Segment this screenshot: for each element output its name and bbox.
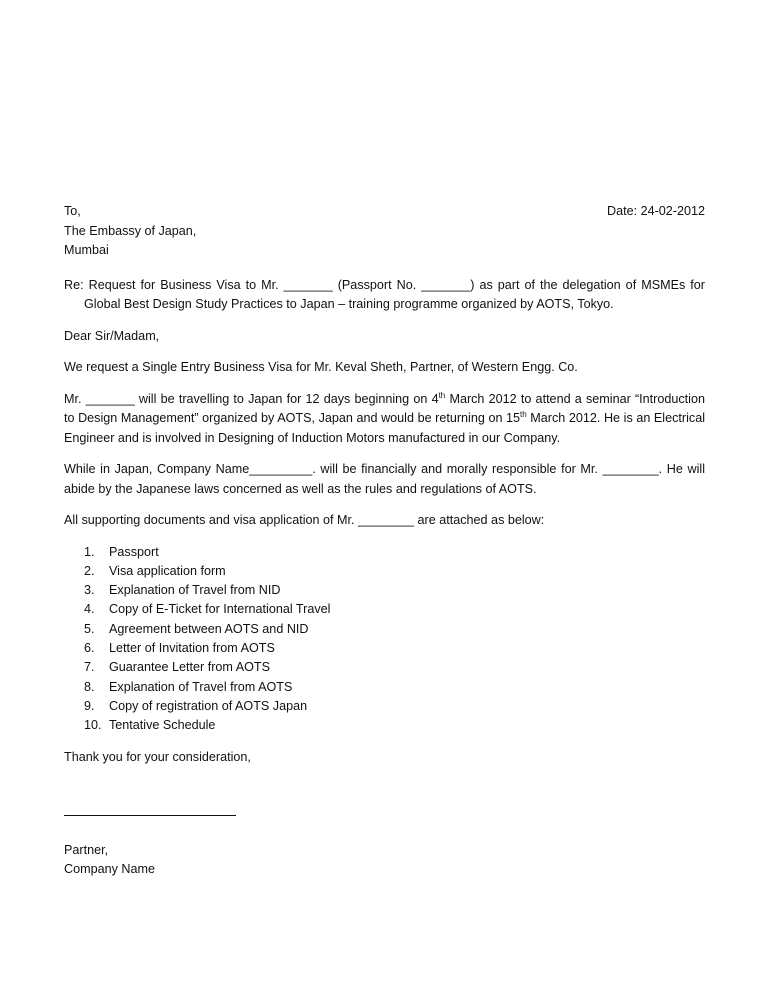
list-item-number: 7. <box>84 660 95 675</box>
signature-block <box>64 841 705 880</box>
list-item-label: Copy of E-Ticket for International Travel <box>109 602 331 617</box>
paragraph-travel <box>64 390 705 449</box>
ordinal-suffix-return: th <box>520 409 527 419</box>
signature-line <box>64 815 236 816</box>
paragraph-request: We request a Single Entry Business Visa for Mr. Keval Sheth, Partner, of Western Engg. Co. <box>64 360 578 374</box>
list-item-number: 5. <box>84 621 95 636</box>
list-item-number: 6. <box>84 640 95 655</box>
subject-line: Re: Request for Business Visa to Mr. _______ (Passport No. _______) as part of the delegation of MSMEs for Global Best Design Study Practices to Japan – training programme organized by AOTS, Tokyo. <box>64 277 705 311</box>
list-item-number: 1. <box>84 544 95 559</box>
ordinal-suffix-start: th <box>438 390 446 400</box>
list-item <box>64 543 705 562</box>
list-item <box>64 600 705 619</box>
list-item-number: 3. <box>84 583 95 598</box>
signatory-title: Partner, <box>64 842 109 857</box>
list-item-number: 8. <box>84 679 95 694</box>
signatory-company: Company Name <box>64 862 155 877</box>
list-item <box>64 697 705 716</box>
letter-page <box>64 202 705 880</box>
list-item <box>64 581 705 600</box>
list-item <box>64 678 705 697</box>
list-item-label: Copy of registration of AOTS Japan <box>109 698 308 713</box>
paragraph-travel-part-c: March 2012. He is an Electrical Engineer and is involved in Designing of Induction Motors manufactured in our Company. <box>64 411 705 445</box>
paragraph-responsibility: While in Japan, Company Name_________. will be financially and morally responsible for Mr. ________. He will abide by the Japanese laws concerned as well as the rules and regulations of AOTS. <box>64 462 705 496</box>
list-item <box>64 562 705 581</box>
list-item-label: Guarantee Letter from AOTS <box>109 660 270 675</box>
recipient-name: The Embassy of Japan, <box>64 223 197 238</box>
list-item-label: Visa application form <box>109 563 226 578</box>
list-item-number: 10. <box>84 718 102 733</box>
list-item-label: Explanation of Travel from AOTS <box>109 679 293 694</box>
list-item-number: 2. <box>84 563 95 578</box>
paragraph-attachments: All supporting documents and visa application of Mr. ________ are attached as below: <box>64 513 545 527</box>
list-item <box>64 639 705 658</box>
list-item <box>64 658 705 677</box>
list-item-label: Tentative Schedule <box>109 718 216 733</box>
salutation: Dear Sir/Madam, <box>64 328 160 343</box>
list-item <box>64 716 705 735</box>
closing-line: Thank you for your consideration, <box>64 750 251 765</box>
paragraph-travel-part-a: Mr. _______ will be travelling to Japan for 12 days beginning on 4 <box>64 391 439 406</box>
list-item-label: Explanation of Travel from NID <box>109 583 281 598</box>
list-item <box>64 620 705 639</box>
recipient-city: Mumbai <box>64 243 109 257</box>
paragraph-travel-part-b: March 2012 to attend a seminar “Introduction to Design Management” organized by AOTS, Japan and would be returning on 15 <box>64 391 705 425</box>
list-item-number: 4. <box>84 602 95 617</box>
letter-date: Date: 24-02-2012 <box>606 204 705 218</box>
letter-header <box>64 202 705 261</box>
list-item-label: Agreement between AOTS and NID <box>109 621 309 636</box>
list-item-number: 9. <box>84 698 95 713</box>
list-item-label: Letter of Invitation from AOTS <box>109 640 275 655</box>
list-item-label: Passport <box>109 544 159 559</box>
to-line: To, <box>64 204 81 218</box>
documents-list <box>64 543 705 736</box>
